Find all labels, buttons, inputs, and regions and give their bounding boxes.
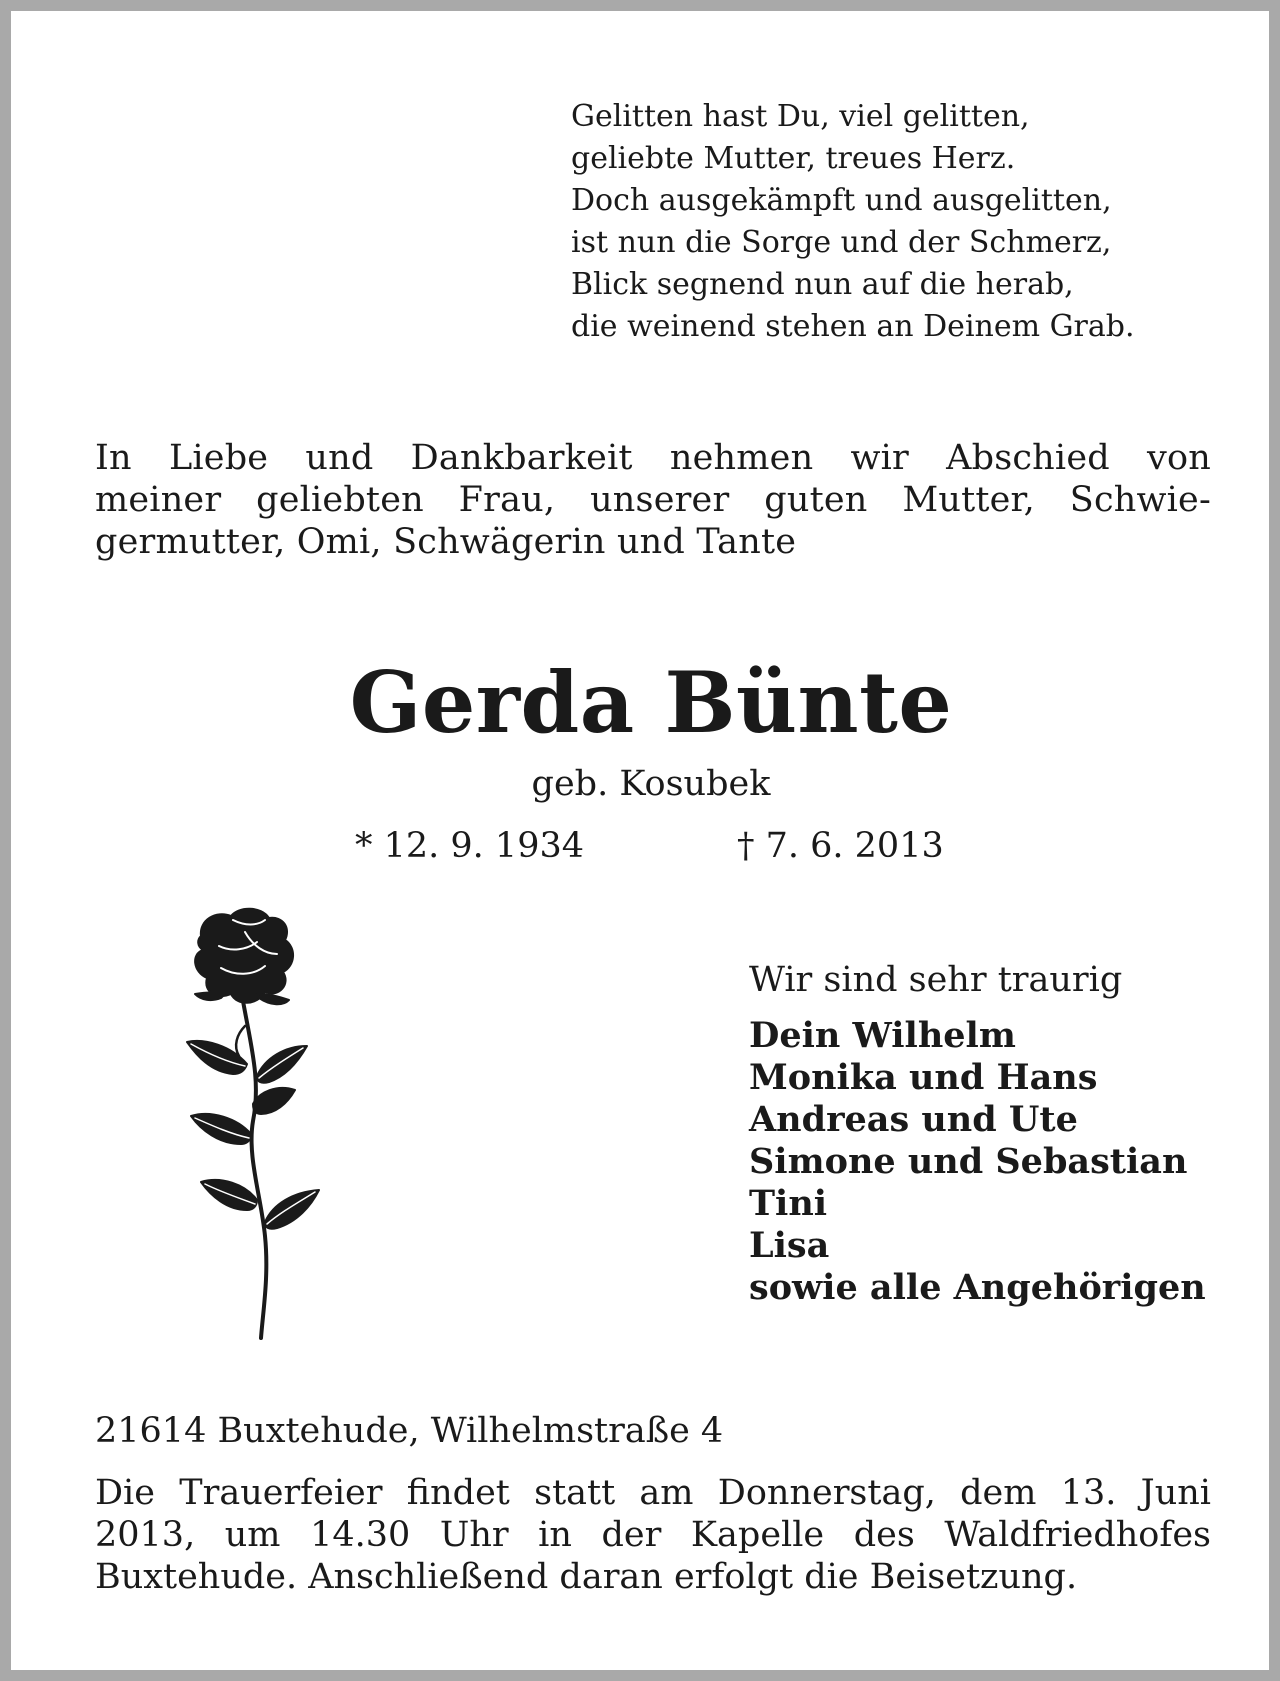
mourner-name: Andreas und Ute	[749, 1099, 1078, 1140]
poem-line: geliebte Mutter, treues Herz.	[571, 141, 1016, 176]
mourner-name: Simone und Sebastian	[749, 1141, 1188, 1182]
deceased-name: Gerda Bünte	[349, 653, 953, 752]
rose-icon	[161, 906, 351, 1346]
mourner-name: Lisa	[749, 1225, 830, 1266]
poem-line: Doch ausgekämpft und ausgelitten,	[571, 183, 1112, 218]
ceremony-info	[95, 1472, 1211, 1598]
ceremony-line: Die Trauerfeier findet statt am Donnerstag, dem 13. Juni	[95, 1473, 1211, 1513]
farewell-text	[95, 437, 1211, 563]
mourners	[749, 959, 1219, 1309]
mourner-name: sowie alle Angehörigen	[749, 1267, 1206, 1308]
mourner-name: Monika und Hans	[749, 1057, 1098, 1098]
mourners-lead: Wir sind sehr traurig	[749, 960, 1123, 1000]
birth-name: geb. Kosubek	[531, 764, 771, 804]
farewell-line: meiner geliebten Frau, unserer guten Mutter, Schwie-	[95, 480, 1211, 520]
farewell-line: germutter, Omi, Schwägerin und Tante	[95, 522, 797, 562]
ceremony-line: 2013, um 14.30 Uhr in der Kapelle des Waldfriedhofes	[95, 1515, 1211, 1555]
mourner-name: Tini	[749, 1183, 828, 1224]
death-date: † 7. 6. 2013	[737, 826, 944, 866]
poem-line: Blick segnend nun auf die herab,	[571, 267, 1074, 302]
poem-line: ist nun die Sorge und der Schmerz,	[571, 225, 1112, 260]
poem-line: die weinend stehen an Deinem Grab.	[571, 309, 1135, 344]
birth-date: * 12. 9. 1934	[355, 826, 585, 866]
address: 21614 Buxtehude, Wilhelmstraße 4	[95, 1411, 724, 1451]
poem-line: Gelitten hast Du, viel gelitten,	[571, 99, 1030, 134]
ceremony-line: Buxtehude. Anschließend daran erfolgt die Beisetzung.	[95, 1557, 1078, 1597]
mourner-name: Dein Wilhelm	[749, 1015, 1016, 1056]
poem	[571, 96, 1211, 348]
farewell-line: In Liebe und Dankbarkeit nehmen wir Abschied von	[95, 438, 1211, 478]
